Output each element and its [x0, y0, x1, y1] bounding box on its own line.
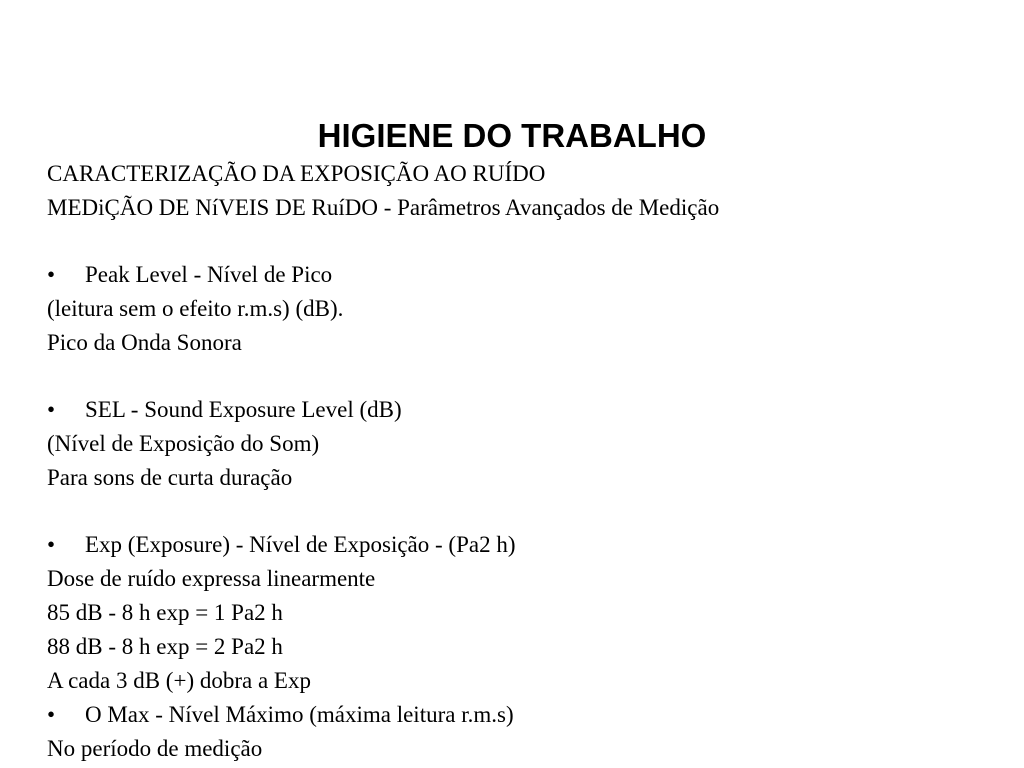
bullet-icon: • [47, 262, 56, 287]
bullet-peak-level [47, 258, 1007, 292]
bullet-exposure [47, 528, 1007, 562]
spacer [47, 495, 1007, 528]
bullet-icon: • [47, 397, 56, 422]
slide-title: HIGIENE DO TRABALHO [317, 117, 707, 154]
bullet-omax-text: O Max - Nível Máximo (máxima leitura r.m.s) [85, 702, 514, 727]
subtitle-measurement: MEDiÇÃO DE NíVEIS DE RuíDO - Parâmetros Avançados de Medição [47, 195, 720, 220]
spacer [47, 225, 1007, 258]
sel-line-2: Para sons de curta duração [47, 465, 293, 490]
bullet-peak-level-text: Peak Level - Nível de Pico [85, 262, 333, 287]
slide-body [47, 157, 1007, 766]
bullet-icon: • [47, 702, 56, 727]
spacer [47, 360, 1007, 393]
exp-line-3: 88 dB - 8 h exp = 2 Pa2 h [47, 634, 283, 659]
exp-line-1: Dose de ruído expressa linearmente [47, 566, 376, 591]
bullet-sel [47, 393, 1007, 427]
exp-line-4: A cada 3 dB (+) dobra a Exp [47, 668, 311, 693]
bullet-sel-text: SEL - Sound Exposure Level (dB) [85, 397, 402, 422]
subtitle-exposure: CARACTERIZAÇÃO DA EXPOSIÇÃO AO RUÍDO [47, 161, 546, 186]
peak-line-1: (leitura sem o efeito r.m.s) (dB). [47, 296, 344, 321]
bullet-omax [47, 698, 1007, 732]
bullet-exposure-text: Exp (Exposure) - Nível de Exposição - (Pa2 h) [85, 532, 516, 557]
bullet-icon: • [47, 532, 56, 557]
peak-line-2: Pico da Onda Sonora [47, 330, 242, 355]
sel-line-1: (Nível de Exposição do Som) [47, 431, 320, 456]
exp-line-2: 85 dB - 8 h exp = 1 Pa2 h [47, 600, 283, 625]
omax-line-1: No período de medição [47, 736, 263, 761]
